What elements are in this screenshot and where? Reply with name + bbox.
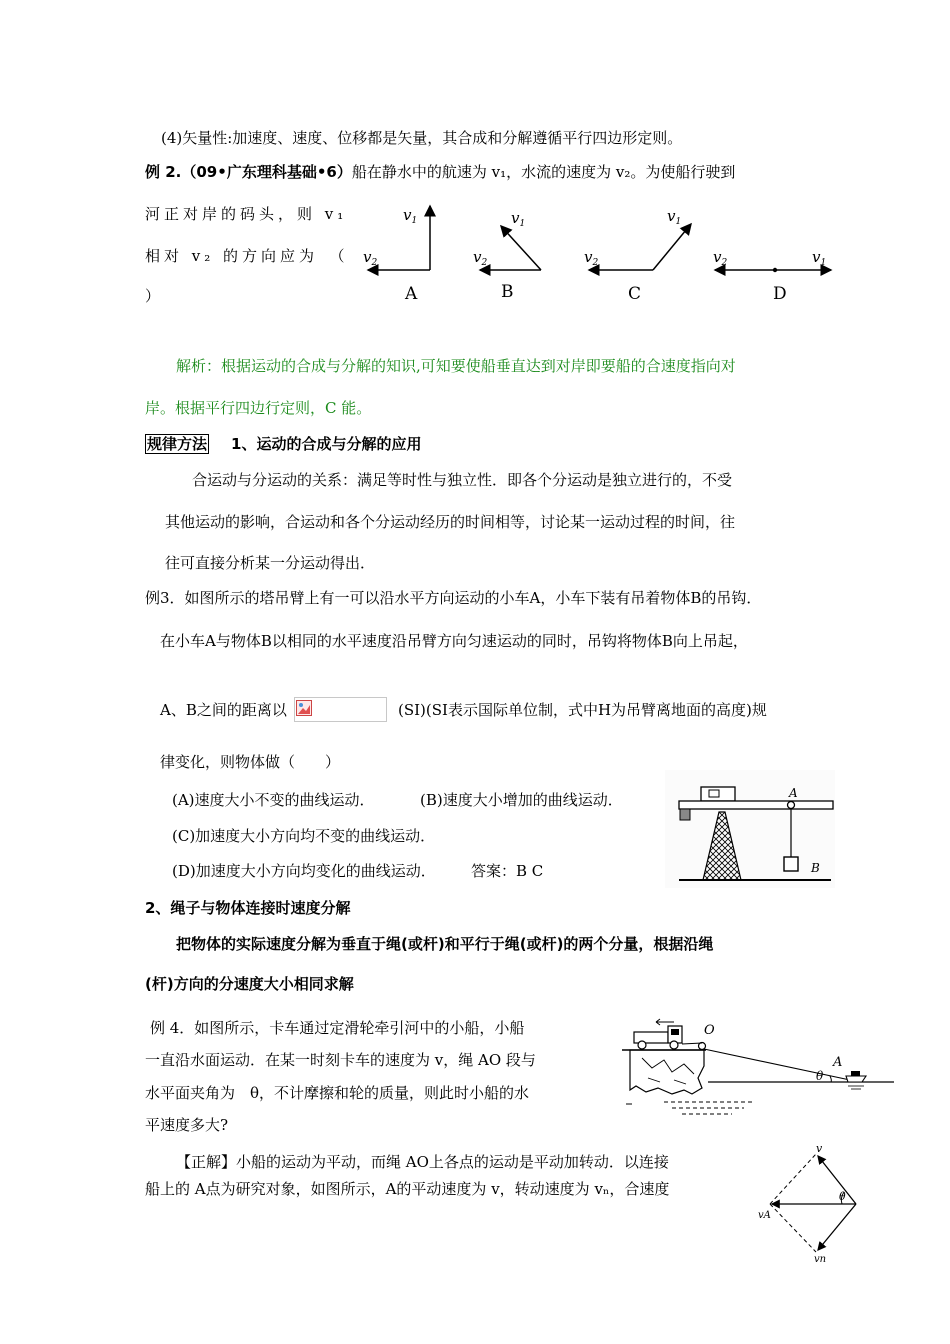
example-2-line4: ） (145, 287, 161, 305)
option-a-v2: $v_2$ (363, 248, 378, 268)
example-3-option-d: (D)加速度大小方向均变化的曲线运动． (172, 862, 436, 880)
crane-label-b: B (811, 861, 820, 875)
option-a-diagram (363, 206, 430, 304)
section-2-heading: 2、绳子与物体连接时速度分解 (145, 899, 351, 917)
option-d-v2: $v_2$ (713, 248, 728, 268)
example-2-line1 (145, 162, 735, 182)
example-2-line3: 相对 v₂ 的方向应为 （ (145, 247, 349, 265)
boat-label-a: A (833, 1055, 843, 1070)
method-p2: 其他运动的影响，合运动和各个分运动经历的时间相等，讨论某一运动过程的时间，往 (165, 513, 736, 531)
method-heading-line (145, 434, 421, 454)
example-3-option-c: (C)加速度大小方向均不变的曲线运动． (172, 827, 436, 845)
analysis-line1: 解析：根据运动的合成与分解的知识,可知要使船垂直达到对岸即要船的合速度指向对 (176, 357, 736, 375)
rope-angle-theta: θ (816, 1069, 824, 1083)
option-b-label: B (501, 282, 514, 302)
example-3-line2: 在小车A与物体B以相同的水平速度沿吊臂方向匀速运动的同时，吊钩将物体B向上吊起， (160, 632, 748, 650)
option-b-v1: $v_1$ (511, 209, 526, 229)
example-3-line3b: (SI)(SI表示国际单位制，式中H为吊臂离地面的高度)规 (398, 701, 767, 719)
section-2-p1: 把物体的实际速度分解为垂直于绳(或杆)和平行于绳(或杆)的两个分量，根据沿绳 (176, 935, 714, 953)
broken-image-icon (296, 700, 312, 716)
option-b-diagram (473, 209, 541, 302)
decomp-v: v (816, 1142, 823, 1155)
option-c-v1: $v_1$ (667, 207, 682, 227)
analysis-line2: 岸。根据平行四边行定则，C 能。 (145, 399, 372, 417)
solution-line2: 船上的 A点为研究对象，如图所示，A的平动速度为 v，转动速度为 vₙ，合速度 (145, 1180, 670, 1198)
truck-boat-figure (612, 1008, 902, 1123)
example-2-label: 例 2.（09•广东理科基础•6） (145, 163, 352, 181)
option-a-v1: $v_1$ (403, 206, 418, 226)
example-2-text: 船在静水中的航速为 v₁，水流的速度为 v₂。为使船行驶到 (351, 163, 736, 181)
option-c-diagram (584, 207, 691, 304)
option-d-diagram (713, 248, 831, 304)
method-p3: 往可直接分析某一分运动得出． (165, 554, 376, 572)
vector-option-diagrams (355, 198, 845, 308)
option-a-label: A (405, 284, 418, 304)
velocity-decomposition-figure (756, 1140, 866, 1264)
vector-property-line: (4)矢量性:加速度、速度、位移都是矢量，其合成和分解遵循平行四边形定则。 (161, 129, 683, 147)
example-3-answer: 答案：B C (471, 862, 544, 880)
section-2-p2: (杆)方向的分速度大小相同求解 (145, 975, 354, 993)
decomp-theta: θ (839, 1190, 846, 1203)
option-c-v2: $v_2$ (584, 248, 599, 268)
method-heading: 1、运动的合成与分解的应用 (231, 435, 422, 453)
example-3-line3a: A、B之间的距离以 (160, 701, 287, 719)
example-2-line2: 河正对岸的码头，则 v₁ (145, 205, 348, 223)
example-3-line1: 例3．如图所示的塔吊臂上有一可以沿水平方向运动的小车A，小车下装有吊着物体B的吊钩． (145, 589, 762, 607)
decomp-va: vA (758, 1210, 771, 1221)
decomp-vn: vn (814, 1254, 827, 1265)
formula-image-placeholder (294, 697, 387, 722)
tower-crane-figure (665, 770, 835, 888)
solution-line1: 【正解】小船的运动为平动，而绳 AO上各点的运动是平动加转动．以连接 (176, 1153, 669, 1171)
truck-icon (634, 1019, 682, 1049)
option-d-v1: $v_1$ (812, 248, 827, 268)
method-tag: 规律方法 (147, 435, 208, 453)
example-4-line3: 水平面夹角为 θ，不计摩擦和轮的质量，则此时小船的水 (145, 1084, 530, 1102)
example-3-option-b: (B)速度大小增加的曲线运动． (420, 791, 623, 809)
example-4-line4: 平速度多大? (145, 1116, 229, 1134)
crane-label-a: A (789, 786, 798, 800)
example-3-option-a: (A)速度大小不变的曲线运动． (172, 791, 375, 809)
option-d-label: D (773, 284, 787, 304)
option-b-v2: $v_2$ (473, 248, 488, 268)
method-p1: 合运动与分运动的关系：满足等时性与独立性．即各个分运动是独立进行的，不受 (192, 471, 733, 489)
option-c-label: C (628, 284, 642, 304)
example-4-line1: 例 4．如图所示，卡车通过定滑轮牵引河中的小船，小船 (150, 1019, 525, 1037)
example-4-line2: 一直沿水面运动．在某一时刻卡车的速度为 v，绳 AO 段与 (145, 1051, 536, 1069)
boat-icon (846, 1071, 866, 1089)
example-3-line4: 律变化，则物体做（ ） (160, 753, 341, 771)
pulley-label-o: O (704, 1023, 715, 1038)
